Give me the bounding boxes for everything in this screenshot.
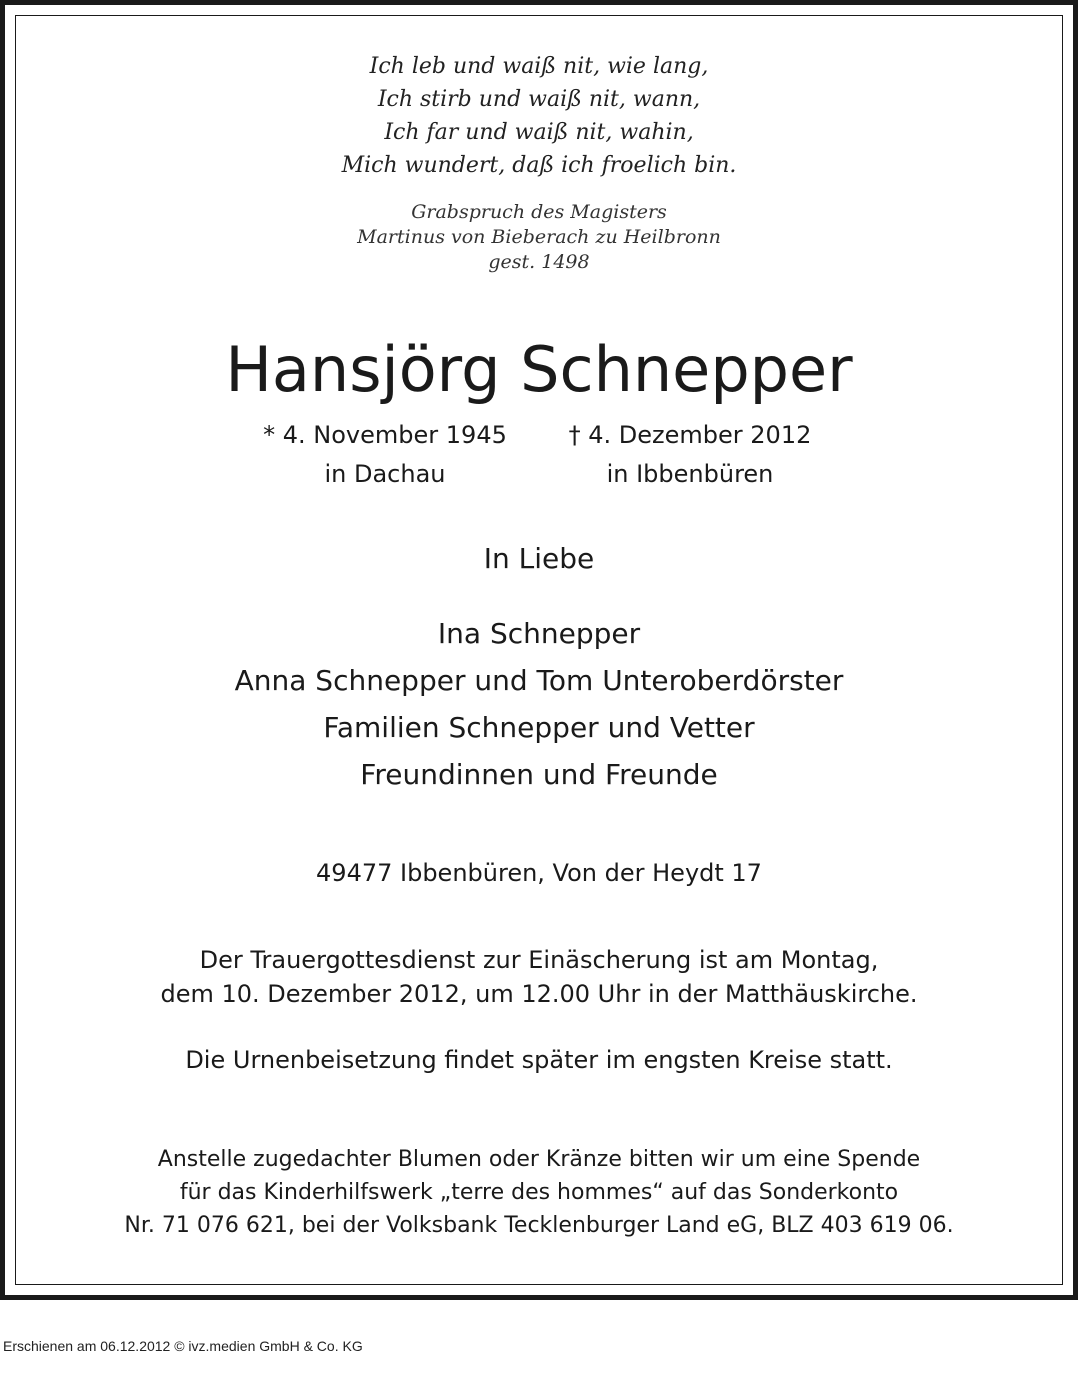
poem-line: Ich far und waiß nit, wahin, xyxy=(384,120,694,145)
birth-place: in Dachau xyxy=(324,460,446,488)
birth-date: * 4. November 1945 xyxy=(263,421,507,449)
poem-line: Mich wundert, daß ich froelich bin. xyxy=(341,153,737,178)
service-line: Der Trauergottesdienst zur Einäscherung ist am Montag, xyxy=(199,946,879,974)
service-notice xyxy=(0,943,1078,1011)
mourner-item: Freundinnen und Freunde xyxy=(360,758,718,791)
donation-notice xyxy=(0,1143,1078,1242)
mourners-list xyxy=(0,610,1078,798)
mourner-item: Anna Schnepper und Tom Unteroberdörster xyxy=(234,664,844,697)
donation-line: Nr. 71 076 621, bei der Volksbank Tecklenburger Land eG, BLZ 403 619 06. xyxy=(124,1213,954,1238)
death-info xyxy=(540,416,840,494)
publication-footer: Erschienen am 06.12.2012 © ivz.medien GmbH & Co. KG xyxy=(3,1338,363,1354)
mourner-item: Familien Schnepper und Vetter xyxy=(323,711,755,744)
mourner-item: Ina Schnepper xyxy=(437,617,641,650)
donation-line: Anstelle zugedachter Blumen oder Kränze bitten wir um eine Spende xyxy=(157,1147,921,1172)
death-place: in Ibbenbüren xyxy=(606,460,774,488)
source-line: Grabspruch des Magisters xyxy=(411,201,667,223)
birth-info xyxy=(230,416,540,494)
source-line: Martinus von Bieberach zu Heilbronn xyxy=(357,226,721,248)
death-date: † 4. Dezember 2012 xyxy=(568,421,812,449)
urn-notice: Die Urnenbeisetzung findet später im engsten Kreise statt. xyxy=(185,1046,893,1074)
poem-line: Ich leb und waiß nit, wie lang, xyxy=(369,54,709,79)
poem-line: Ich stirb und waiß nit, wann, xyxy=(377,87,701,112)
in-love-heading: In Liebe xyxy=(483,542,595,575)
life-dates xyxy=(0,416,1078,496)
service-line: dem 10. Dezember 2012, um 12.00 Uhr in der Matthäuskirche. xyxy=(160,980,918,1008)
epitaph-source xyxy=(0,200,1078,275)
donation-line: für das Kinderhilfswerk „terre des hommes“ auf das Sonderkonto xyxy=(179,1180,899,1205)
epitaph-poem xyxy=(0,50,1078,182)
family-address: 49477 Ibbenbüren, Von der Heydt 17 xyxy=(316,859,762,887)
deceased-name: Hansjörg Schnepper xyxy=(225,333,853,406)
source-line: gest. 1498 xyxy=(488,251,590,273)
